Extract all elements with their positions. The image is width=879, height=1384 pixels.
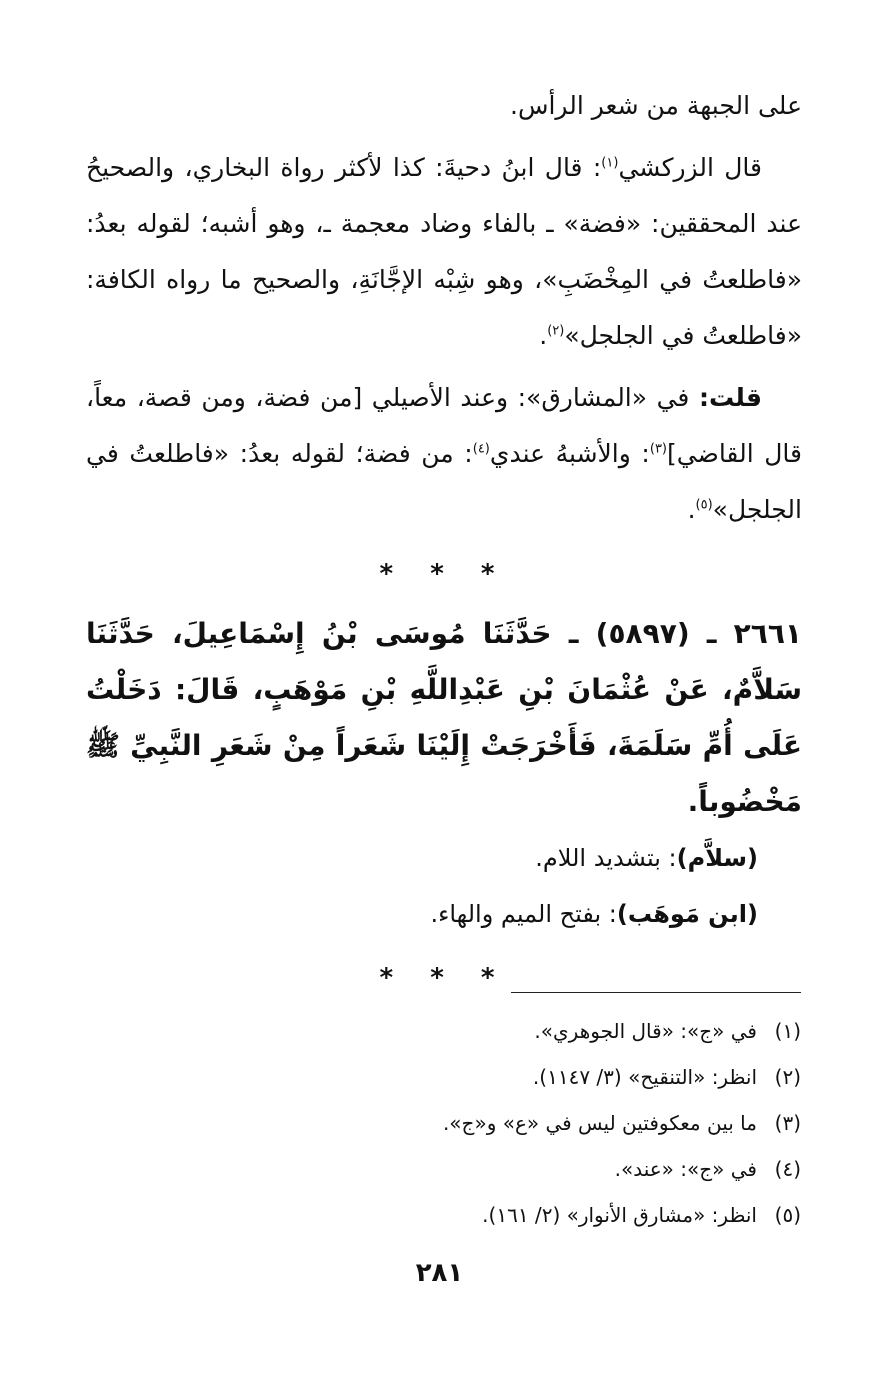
footnote-number: (١) xyxy=(774,1019,801,1043)
paragraph-3-text-b: : والأشبهُ عندي xyxy=(489,439,650,468)
note-sallam-text: : بتشديد اللام. xyxy=(535,844,677,872)
footnote-number: (٣) xyxy=(774,1111,801,1135)
paragraph-3-lead: قلت: xyxy=(698,383,762,412)
footnote-ref-1[interactable]: (١) xyxy=(601,155,619,171)
footnote-text: ما بين معكوفتين ليس في «ع» و«ج». xyxy=(442,1111,757,1135)
footnotes xyxy=(181,1008,801,1238)
footnote-4 xyxy=(181,1146,801,1192)
paragraph-1-text: على الجبهة من شعر الرأس. xyxy=(510,91,802,120)
footnote-text: في «ج»: «قال الجوهري». xyxy=(534,1019,757,1043)
footnote-number: (٤) xyxy=(774,1157,801,1181)
page-body xyxy=(86,78,802,1010)
footnote-text: في «ج»: «عند». xyxy=(614,1157,757,1181)
note-ibn-mawhab xyxy=(86,886,802,942)
paragraph-2-text-c: . xyxy=(539,321,548,350)
note-ibn-mawhab-text: : بفتح الميم والهاء. xyxy=(430,900,617,928)
paragraph-3-text-c: : من فضة؛ لقوله بعدُ: «فاطلعتُ في الجلجل» xyxy=(86,439,802,524)
footnote-text: انظر: «التنقيح» (٣/ ١١٤٧). xyxy=(532,1065,757,1089)
footnote-2 xyxy=(181,1054,801,1100)
paragraph-2-text-a: قال الزركشي xyxy=(618,153,763,182)
footnote-divider xyxy=(511,992,801,993)
note-sallam xyxy=(86,830,802,886)
paragraph-1 xyxy=(86,78,802,134)
paragraph-3-text-a: في «المشارق»: وعند الأصيلي [من فضة، ومن قصة، معاً، قال القاضي] xyxy=(86,383,802,468)
section-separator: * * * xyxy=(379,559,509,589)
paragraph-2-text-b: : قال ابنُ دحيةَ: كذا لأكثر رواة البخاري، والصحيحُ عند المحققين: «فضة» ـ بالفاء وضاد معجمة ـ، وهو أشبه؛ لقوله بعدُ: «فاطلعتُ في المِخْضَبِ»، وهو شِبْه الإجَّانَةِ، والصحيح ما رواه الكافة: «فاطلعتُ في الجلجل» xyxy=(86,153,802,350)
paragraph-3-text-d: . xyxy=(687,495,696,524)
footnote-number: (٢) xyxy=(774,1065,801,1089)
footnote-ref-2[interactable]: (٢) xyxy=(547,323,565,339)
hadith-text: ٢٦٦١ ـ (٥٨٩٧) ـ حَدَّثَنَا مُوسَى بْنُ إِسْمَاعِيلَ، حَدَّثَنَا سَلاَّمٌ، عَنْ عُثْمَانَ بْنِ عَبْدِاللَّهِ بْنِ مَوْهَبٍ، قَالَ: دَخَلْتُ عَلَى أُمِّ سَلَمَةَ، فَأَخْرَجَتْ إِلَيْنَا شَعَراً مِنْ شَعَرِ النَّبِيِّ ﷺ مَخْضُوباً. xyxy=(86,617,802,818)
note-ibn-mawhab-term: (ابن مَوهَب) xyxy=(616,900,758,928)
footnote-3 xyxy=(181,1100,801,1146)
note-sallam-term: (سلاَّم) xyxy=(676,844,758,872)
section-separator-2: * * * xyxy=(379,963,509,993)
footnote-ref-3[interactable]: (٣) xyxy=(649,441,667,457)
page-number: ٢٨١ xyxy=(415,1258,464,1288)
footnote-ref-5[interactable]: (٥) xyxy=(695,497,713,513)
footnote-5 xyxy=(181,1192,801,1238)
footnote-text: انظر: «مشارق الأنوار» (٢/ ١٦١). xyxy=(482,1203,757,1227)
footnote-number: (٥) xyxy=(774,1203,801,1227)
paragraph-3 xyxy=(86,370,802,538)
footnote-ref-4[interactable]: (٤) xyxy=(472,441,490,457)
footnote-1 xyxy=(181,1008,801,1054)
paragraph-2 xyxy=(86,140,802,364)
